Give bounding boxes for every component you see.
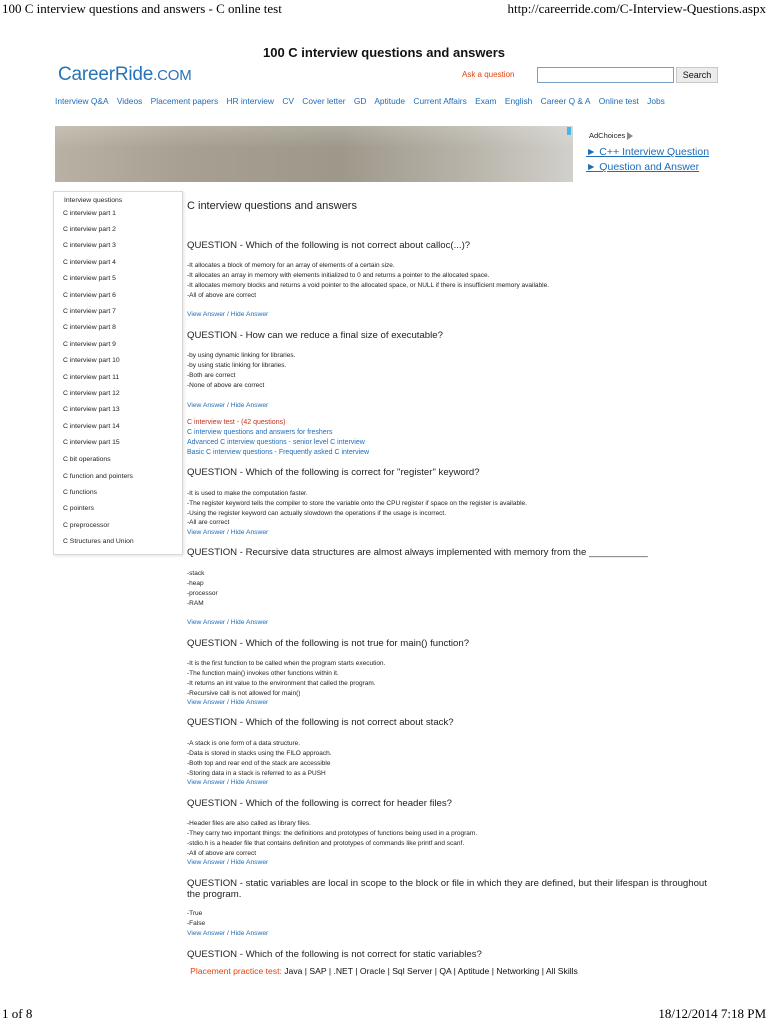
question-6-option-2: -Data is stored in stacks using the FILO approach. [187,750,332,757]
question-6-option-1: -A stack is one form of a data structure. [187,740,301,747]
ad-banner-image[interactable] [55,126,573,182]
nav-interview-qa[interactable]: Interview Q&A [55,96,109,106]
related-link-advanced[interactable]: Advanced C interview questions - senior level C interview [187,439,365,446]
question-7-option-1: -Header files are also called as library files. [187,820,311,827]
search-button[interactable]: Search [676,67,718,83]
ad-link-cpp-interview[interactable]: ► C++ Interview Question [586,146,710,158]
question-5-option-3: -It returns an int value to the environment that called the program. [187,680,376,687]
sidebar-item-preprocessor[interactable]: C preprocessor [63,522,110,529]
sidebar-item-part-7[interactable]: C interview part 7 [63,308,116,315]
placement-practice-label: Placement practice test: [190,966,282,976]
top-nav [55,96,671,106]
question-3-option-4: -All are correct [187,519,230,526]
nav-career-qa[interactable]: Career Q & A [540,96,591,106]
nav-jobs[interactable]: Jobs [647,96,665,106]
view-answer-link-2[interactable]: View Answer / Hide Answer [187,402,269,409]
sidebar-item-part-1[interactable]: C interview part 1 [63,210,116,217]
sidebar-item-part-5[interactable]: C interview part 5 [63,275,116,282]
nav-aptitude[interactable]: Aptitude [374,96,406,106]
question-8-option-2: -False [187,920,206,927]
question-5-option-2: -The function main() invokes other functions within it. [187,670,339,677]
nav-current-affairs[interactable]: Current Affairs [413,96,467,106]
sidebar-item-part-9[interactable]: C interview part 9 [63,341,116,348]
placement-practice-bar [0,966,768,976]
nav-online-test[interactable]: Online test [598,96,639,106]
question-4-option-3: -processor [187,590,218,597]
question-3-option-2: -The register keyword tells the compiler to store the variable onto the CPU register if space on the register is available. [187,500,527,507]
view-answer-link-6[interactable]: View Answer / Hide Answer [187,779,269,786]
sidebar-item-part-12[interactable]: C interview part 12 [63,390,120,397]
question-2-option-2: -by using static linking for libraries. [187,362,287,369]
nav-gd[interactable]: GD [353,96,367,106]
sidebar-item-function-pointers[interactable]: C function and pointers [63,473,133,480]
print-date: 18/12/2014 7:18 PM [658,1006,766,1021]
sidebar-item-part-2[interactable]: C interview part 2 [63,226,116,233]
sidebar-item-part-14[interactable]: C interview part 14 [63,423,120,430]
question-4: QUESTION - Recursive data structures are almost always implemented with memory from the ___________ [187,547,648,558]
sidebar-item-part-6[interactable]: C interview part 6 [63,292,116,299]
nav-english[interactable]: English [504,96,533,106]
question-6: QUESTION - Which of the following is not correct about stack? [187,717,454,728]
question-2-option-4: -None of above are correct [187,382,265,389]
site-logo[interactable] [58,64,192,86]
adchoices-text: AdChoices [589,131,626,140]
print-header [0,0,768,18]
sidebar-item-part-8[interactable]: C interview part 8 [63,324,116,331]
view-answer-link-4[interactable]: View Answer / Hide Answer [187,619,269,626]
content-heading: C interview questions and answers [187,200,357,212]
question-3: QUESTION - Which of the following is correct for "register" keyword? [187,467,480,478]
sidebar-item-part-15[interactable]: C interview part 15 [63,439,120,446]
question-7-option-4: -All of above are correct [187,850,257,857]
logo-main: CareerRide [58,64,154,85]
sidebar-item-part-3[interactable]: C interview part 3 [63,242,116,249]
question-4-option-4: -RAM [187,600,204,607]
ask-question-link[interactable]: Ask a question [462,70,515,79]
online-test-link[interactable]: C interview test - (42 questions) [187,419,286,426]
related-link-basic[interactable]: Basic C interview questions - Frequently asked C interview [187,449,370,456]
ad-info-icon[interactable] [567,127,571,135]
question-5-option-4: -Recursive call is not allowed for main() [187,690,301,697]
sidebar-title: Interview questions [64,197,123,204]
sidebar-item-part-10[interactable]: C interview part 10 [63,357,120,364]
sidebar-item-structures-union[interactable]: C Structures and Union [63,538,134,545]
question-1: QUESTION - Which of the following is not correct about calloc(...)? [187,240,471,251]
sidebar-item-part-13[interactable]: C interview part 13 [63,406,120,413]
print-page-number: 1 of 8 [2,1006,33,1021]
view-answer-link-3[interactable]: View Answer / Hide Answer [187,529,269,536]
question-2-option-1: -by using dynamic linking for libraries. [187,352,296,359]
question-1-option-4: -All of above are correct [187,292,257,299]
question-5-option-1: -It is the first function to be called when the program starts execution. [187,660,386,667]
sidebar-item-part-4[interactable]: C interview part 4 [63,259,116,266]
question-7-option-3: -stdio.h is a header file that contains definition and prototypes of commands like printf and scanf. [187,840,465,847]
page-heading: 100 C interview questions and answers [262,45,506,60]
question-1-option-1: -It allocates a block of memory for an array of elements of a certain size. [187,262,395,269]
question-7: QUESTION - Which of the following is correct for header files? [187,798,452,809]
nav-videos[interactable]: Videos [116,96,143,106]
question-5: QUESTION - Which of the following is not true for main() function? [187,638,470,649]
ad-link-question-answer[interactable]: ► Question and Answer [586,161,700,173]
question-3-option-1: -It is used to make the computation faster. [187,490,308,497]
question-2-option-3: -Both are correct [187,372,236,379]
placement-practice-links[interactable]: Java | SAP | .NET | Oracle | Sql Server | QA | Aptitude | Networking | All Skills [284,966,578,976]
view-answer-link-7[interactable]: View Answer / Hide Answer [187,859,269,866]
question-4-option-2: -heap [187,580,204,587]
question-8: QUESTION - static variables are local in scope to the block or file in which they are defined, but their lifespan is throughout the program. [187,878,707,900]
adchoices-icon [627,132,633,140]
question-1-option-3: -It allocates memory blocks and returns a void pointer to the allocated space, or NULL if there is insufficient memory available. [187,282,550,289]
sidebar-item-pointers[interactable]: C pointers [63,505,94,512]
question-1-option-2: -It allocates an array in memory with elements initialized to 0 and returns a pointer to the allocated space. [187,272,490,279]
sidebar [53,191,183,555]
print-page-title: 100 C interview questions and answers - C online test [2,1,282,16]
view-answer-link-8[interactable]: View Answer / Hide Answer [187,930,269,937]
adchoices-label[interactable] [589,131,633,140]
view-answer-link-5[interactable]: View Answer / Hide Answer [187,699,269,706]
nav-cv[interactable]: CV [282,96,294,106]
question-8-option-1: -True [187,910,203,917]
nav-placement-papers[interactable]: Placement papers [150,96,219,106]
sidebar-item-bit-operations[interactable]: C bit operations [63,456,111,463]
related-link-freshers[interactable]: C interview questions and answers for freshers [187,429,333,436]
print-footer [0,1006,768,1024]
view-answer-link-1[interactable]: View Answer / Hide Answer [187,311,269,318]
nav-exam[interactable]: Exam [475,96,497,106]
question-9: QUESTION - Which of the following is not correct for static variables? [187,949,482,960]
search-input[interactable] [537,67,674,83]
question-7-option-2: -They carry two important things: the definitions and prototypes of functions being used in a program. [187,830,478,837]
question-6-option-3: -Both top and rear end of the stack are accessible [187,760,331,767]
question-2: QUESTION - How can we reduce a final size of executable? [187,330,443,341]
question-3-option-3: -Using the register keyword can actually slowdown the operations if the usage is incorrect. [187,510,447,517]
question-6-option-4: -Storing data in a stack is referred to as a PUSH [187,770,326,777]
logo-suffix: .COM [153,67,192,84]
question-4-option-1: -stack [187,570,205,577]
print-page-url: http://careerride.com/C-Interview-Questions.aspx [507,1,766,16]
sidebar-item-part-11[interactable]: C interview part 11 [63,374,120,381]
nav-hr-interview[interactable]: HR interview [226,96,274,106]
nav-cover-letter[interactable]: Cover letter [302,96,346,106]
sidebar-item-functions[interactable]: C functions [63,489,98,496]
